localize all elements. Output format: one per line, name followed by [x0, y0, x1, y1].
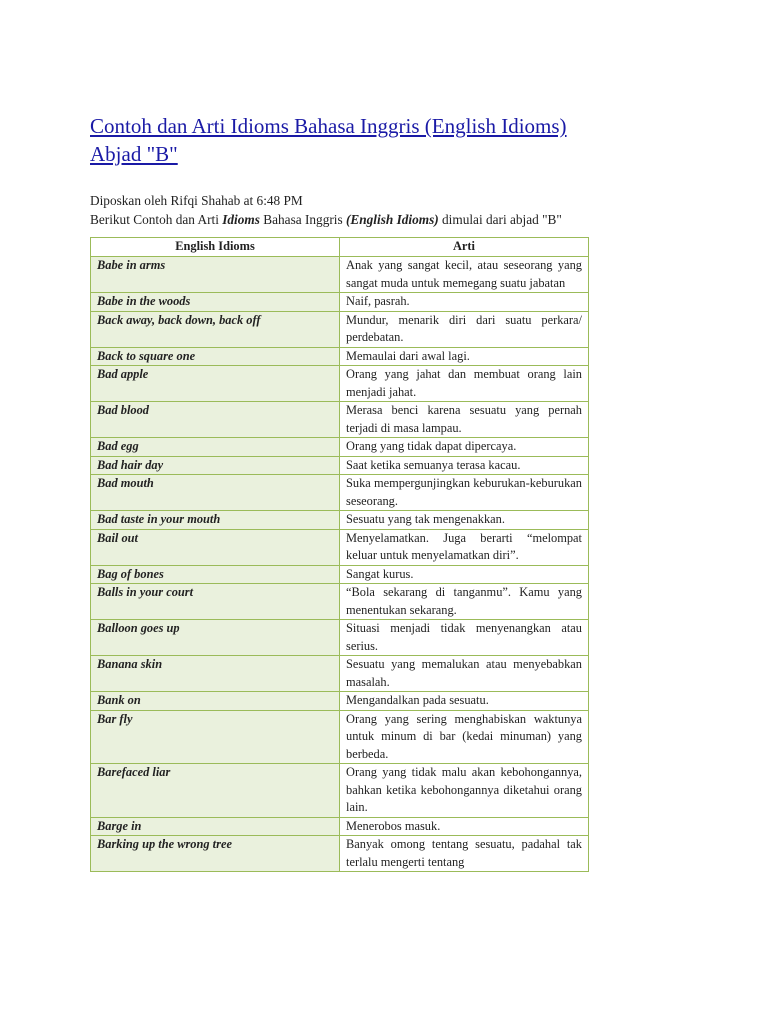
idiom-term: Balls in your court — [91, 584, 340, 620]
table-row — [91, 366, 589, 402]
idiom-meaning: Sesuatu yang memalukan atau menyebabkan masalah. — [340, 656, 589, 692]
idiom-meaning: Naif, pasrah. — [340, 293, 589, 312]
table-row — [91, 656, 589, 692]
post-title-link[interactable]: Contoh dan Arti Idioms Bahasa Inggris (English Idioms) Abjad "B" — [90, 114, 567, 166]
idiom-meaning: Orang yang sering menghabiskan waktunya untuk minum di bar (kedai minuman) yang berbeda. — [340, 710, 589, 764]
idiom-term: Bad blood — [91, 402, 340, 438]
idiom-meaning: Sangat kurus. — [340, 565, 589, 584]
idiom-meaning: Sesuatu yang tak mengenakkan. — [340, 511, 589, 530]
idiom-meaning: Orang yang tidak dapat dipercaya. — [340, 438, 589, 457]
table-row — [91, 836, 589, 872]
idiom-term: Bail out — [91, 529, 340, 565]
idiom-meaning: Merasa benci karena sesuatu yang pernah terjadi di masa lampau. — [340, 402, 589, 438]
table-row — [91, 692, 589, 711]
idiom-meaning: Memaulai dari awal lagi. — [340, 347, 589, 366]
idiom-term: Bad apple — [91, 366, 340, 402]
idiom-term: Bar fly — [91, 710, 340, 764]
table-row — [91, 584, 589, 620]
idiom-meaning: Menyelamatkan. Juga berarti “melompat keluar untuk menyelamatkan diri”. — [340, 529, 589, 565]
idiom-term: Babe in arms — [91, 257, 340, 293]
post — [90, 112, 610, 229]
intro-idioms: Idioms — [222, 212, 260, 227]
table-row — [91, 565, 589, 584]
header-english-idioms: English Idioms — [91, 238, 340, 257]
idiom-term: Bad hair day — [91, 456, 340, 475]
byline: Diposkan oleh Rifqi Shahab at 6:48 PM — [90, 193, 303, 208]
post-meta — [90, 191, 610, 229]
idiom-term: Back away, back down, back off — [91, 311, 340, 347]
idioms-table — [90, 237, 589, 872]
idiom-term: Banana skin — [91, 656, 340, 692]
idiom-term: Bag of bones — [91, 565, 340, 584]
idiom-meaning: Suka mempergunjingkan keburukan-keburukan seseorang. — [340, 475, 589, 511]
idiom-term: Bad taste in your mouth — [91, 511, 340, 530]
idiom-term: Back to square one — [91, 347, 340, 366]
table-row — [91, 293, 589, 312]
idiom-meaning: Menerobos masuk. — [340, 817, 589, 836]
table-row — [91, 438, 589, 457]
table-row — [91, 402, 589, 438]
idiom-meaning: Orang yang jahat dan membuat orang lain menjadi jahat. — [340, 366, 589, 402]
intro-text — [90, 210, 610, 229]
idiom-meaning: Situasi menjadi tidak menyenangkan atau serius. — [340, 620, 589, 656]
idiom-term: Bank on — [91, 692, 340, 711]
idiom-meaning-text: Banyak omong tentang sesuatu, padahal tak terlalu mengerti tentang — [346, 837, 582, 869]
idiom-term: Balloon goes up — [91, 620, 340, 656]
idiom-term: Barking up the wrong tree — [91, 836, 340, 872]
idiom-meaning: Saat ketika semuanya terasa kacau. — [340, 456, 589, 475]
table-header-row — [91, 238, 589, 257]
idiom-term: Babe in the woods — [91, 293, 340, 312]
table-row — [91, 620, 589, 656]
intro-after: dimulai dari abjad "B" — [438, 212, 562, 227]
intro-english-idioms: (English Idioms) — [345, 212, 439, 227]
intro-middle: Bahasa Inggris — [259, 212, 346, 227]
table-row — [91, 710, 589, 764]
table-row — [91, 511, 589, 530]
table-row — [91, 311, 589, 347]
table-row — [91, 529, 589, 565]
idiom-term: Barefaced liar — [91, 764, 340, 818]
table-row — [91, 475, 589, 511]
table-row — [91, 456, 589, 475]
table-row — [91, 257, 589, 293]
idiom-meaning: Orang yang tidak malu akan kebohongannya, bahkan ketika kebohongannya diketahui orang lain. — [340, 764, 589, 818]
table-row — [91, 764, 589, 818]
idiom-meaning: Anak yang sangat kecil, atau seseorang yang sangat muda untuk memegang suatu jabatan — [340, 257, 589, 293]
table-row — [91, 817, 589, 836]
idiom-meaning: Mundur, menarik diri dari suatu perkara/ perdebatan. — [340, 311, 589, 347]
idiom-meaning — [340, 836, 589, 872]
table-row — [91, 347, 589, 366]
idiom-meaning: Mengandalkan pada sesuatu. — [340, 692, 589, 711]
idiom-term: Bad mouth — [91, 475, 340, 511]
intro-before: Berikut Contoh dan Arti — [90, 212, 223, 227]
header-arti: Arti — [340, 238, 589, 257]
idiom-term: Barge in — [91, 817, 340, 836]
idiom-meaning: “Bola sekarang di tanganmu”. Kamu yang menentukan sekarang. — [340, 584, 589, 620]
idiom-term: Bad egg — [91, 438, 340, 457]
